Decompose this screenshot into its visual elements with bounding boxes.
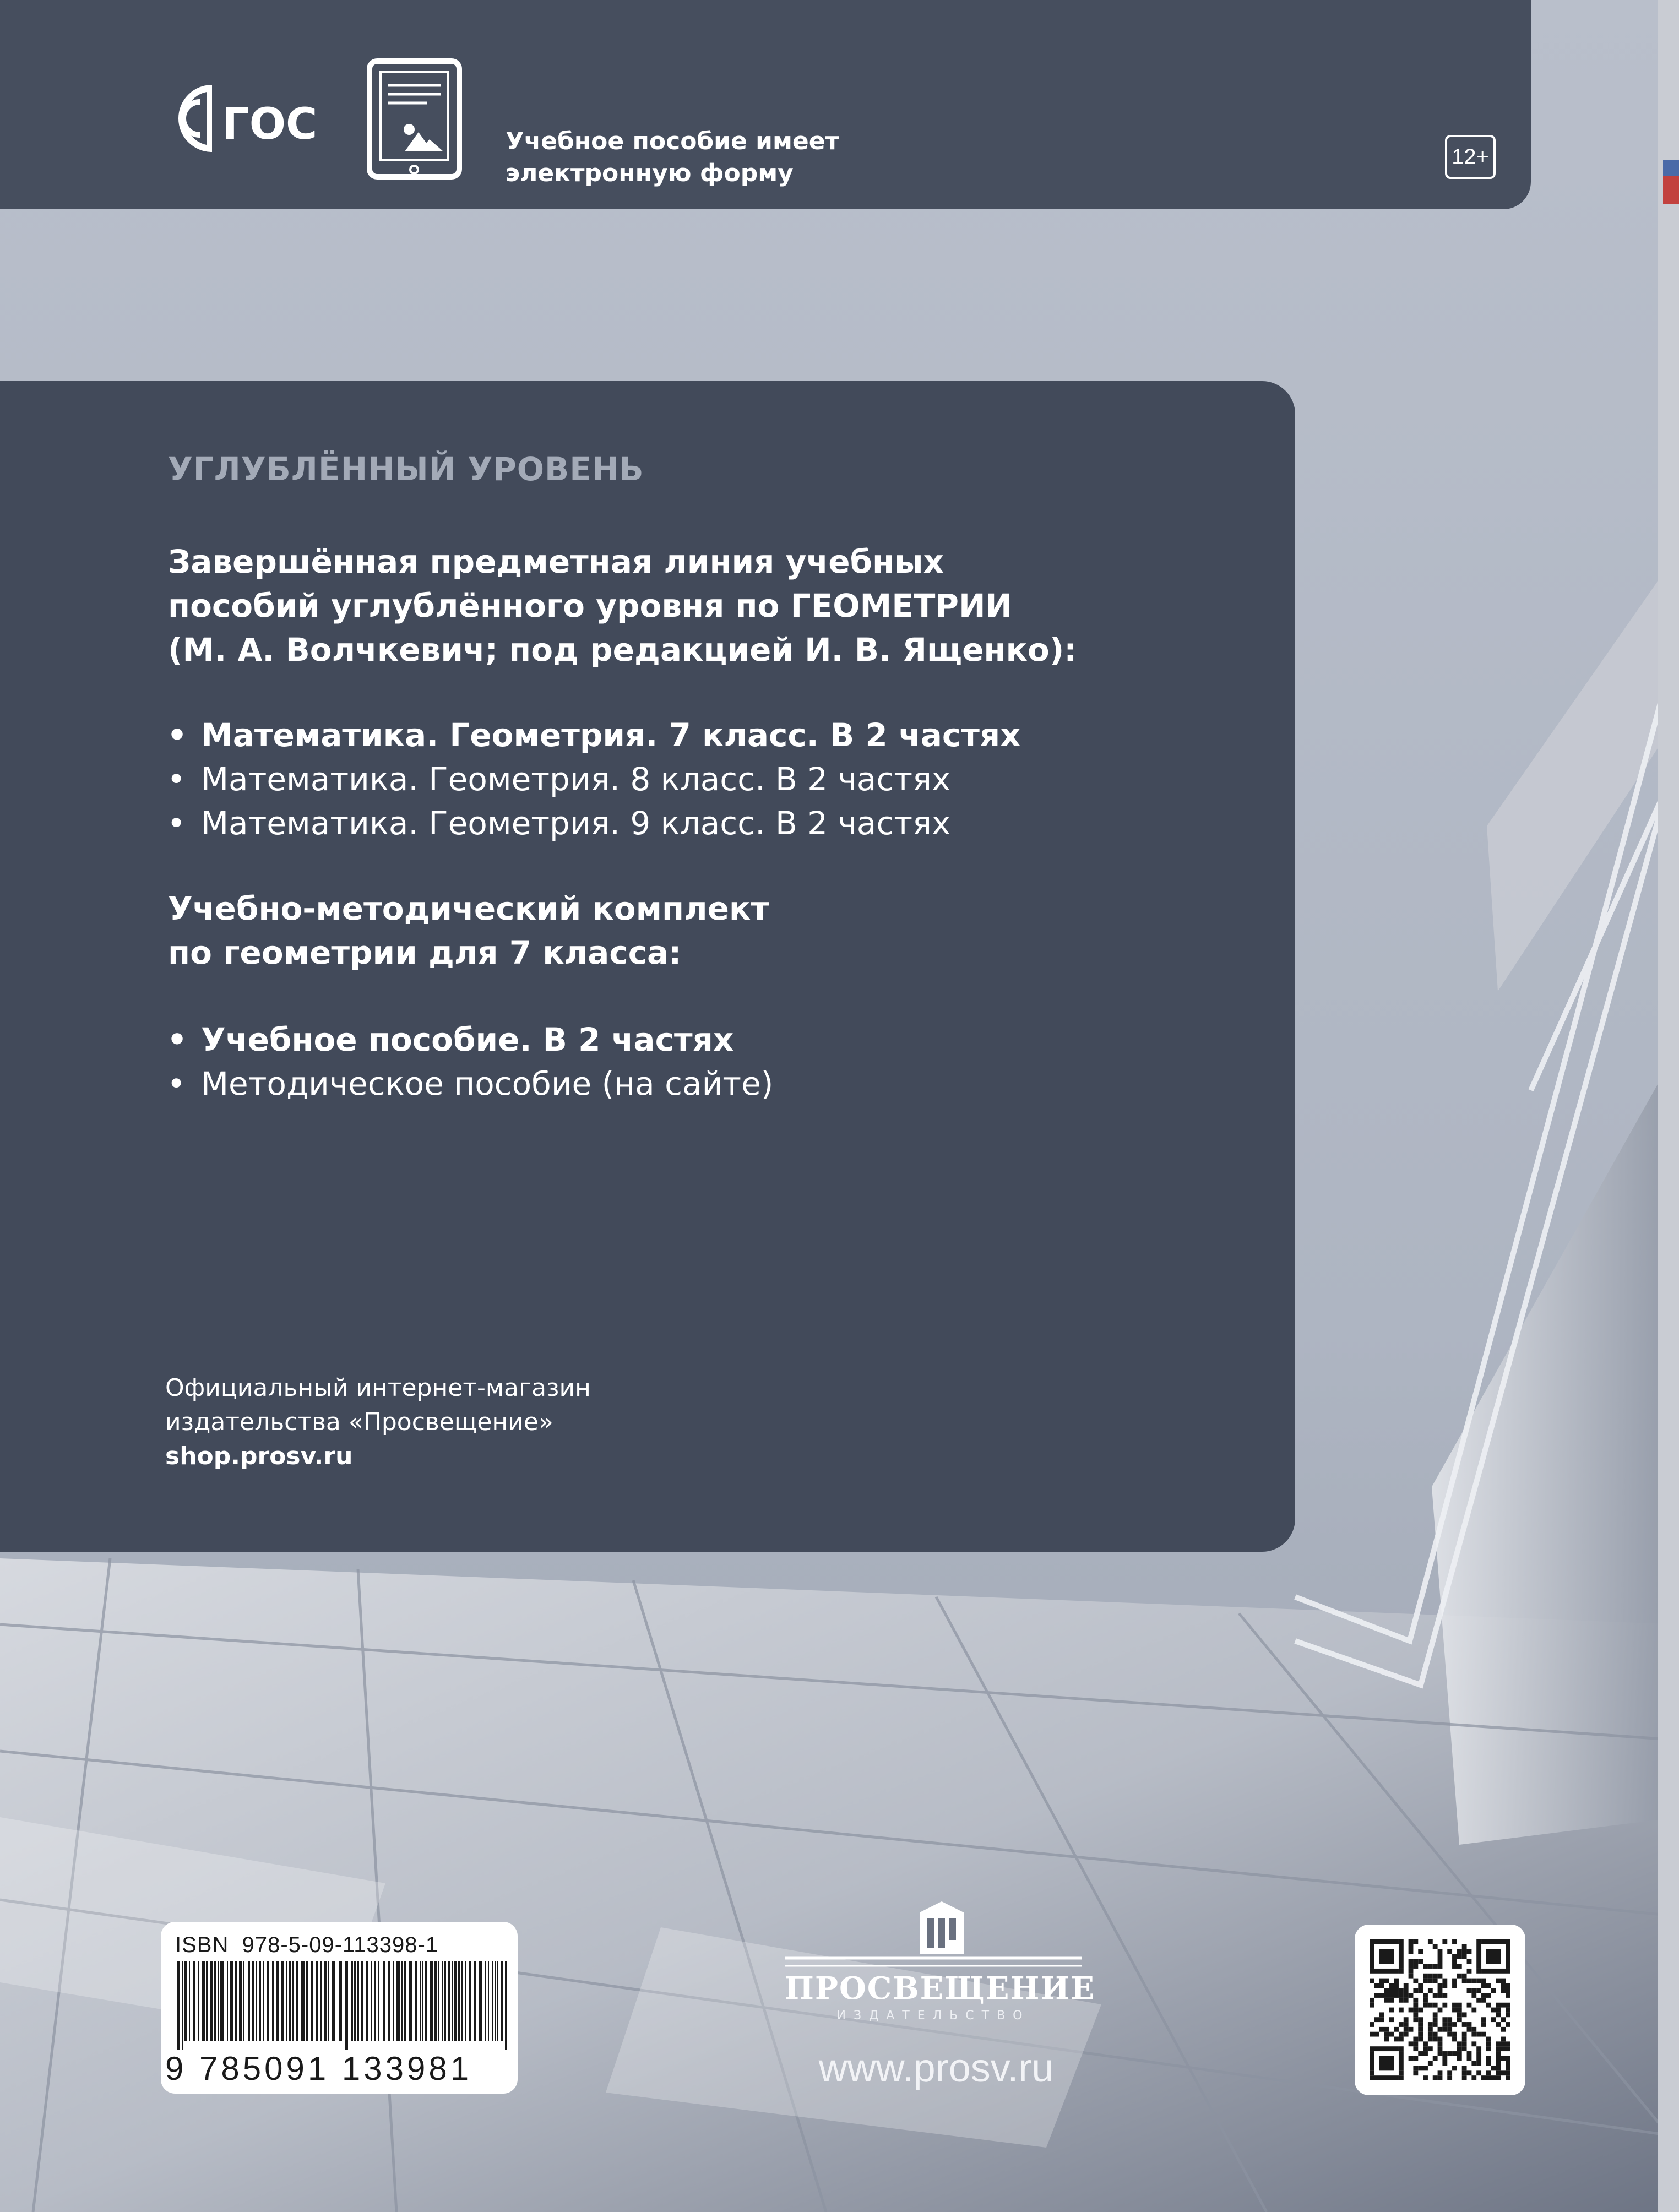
tablet-icon <box>366 58 463 180</box>
kit-heading <box>168 887 1258 975</box>
level-heading: УГЛУБЛЁННЫЙ УРОВЕНЬ <box>168 450 644 488</box>
intro-line: Завершённая предметная линия учебных <box>168 543 944 580</box>
kit-item-textbook: • Учебное пособие. В 2 частях <box>162 1018 1264 1062</box>
electronic-form-note <box>506 126 1001 189</box>
intro-line: (М. А. Волчкевич; под редакцией И. В. Ященко): <box>168 631 1077 669</box>
barcode-digits: 9 785091 133981 <box>165 2050 472 2087</box>
barcode-icon <box>177 1961 509 2050</box>
series-item-grade-9: • Математика. Геометрия. 9 класс. В 2 частях <box>162 801 1264 845</box>
eform-line-2: электронную форму <box>506 159 794 187</box>
intro-line: пособий углублённого уровня по ГЕОМЕТРИИ <box>168 587 1013 624</box>
spine-edge <box>1658 0 1679 2212</box>
flag-mark-blue <box>1663 160 1679 176</box>
publisher-subtitle: ИЗДАТЕЛЬСТВО <box>836 2009 1030 2023</box>
qr-code-icon[interactable] <box>1370 1939 1510 2080</box>
series-item-grade-7: • Математика. Геометрия. 7 класс. В 2 частях <box>162 713 1264 757</box>
series-item-grade-8: • Математика. Геометрия. 8 класс. В 2 частях <box>162 757 1264 801</box>
online-shop-info <box>165 1371 991 1474</box>
age-rating-badge: 12+ <box>1445 135 1496 179</box>
kit-heading-line: Учебно-методический комплект <box>168 890 769 927</box>
shop-line-1: Официальный интернет-магазин <box>165 1374 591 1402</box>
publisher-url-link[interactable]: www.prosv.ru <box>818 2046 1054 2090</box>
publisher-name: ПРОСВЕЩЕНИЕ <box>785 1970 1095 2007</box>
kit-list <box>162 1018 1264 1106</box>
kit-item-methodical: • Методическое пособие (на сайте) <box>162 1062 1264 1106</box>
shop-line-2: издательства «Просвещение» <box>165 1408 553 1436</box>
series-intro <box>168 540 1258 672</box>
publisher-logo-icon <box>914 1899 969 1956</box>
series-list <box>162 713 1264 845</box>
flag-mark-red <box>1663 176 1679 204</box>
eform-line-1: Учебное пособие имеет <box>506 127 840 155</box>
fgos-logo-icon <box>168 77 322 160</box>
publisher-rule-lines <box>785 1954 1082 1970</box>
kit-heading-line: по геометрии для 7 класса: <box>168 934 682 971</box>
shop-url-link[interactable]: shop.prosv.ru <box>165 1442 353 1470</box>
isbn-label: ISBN 978-5-09-113398-1 <box>175 1933 439 1957</box>
fgos-logo-text: ГОС <box>222 100 318 149</box>
